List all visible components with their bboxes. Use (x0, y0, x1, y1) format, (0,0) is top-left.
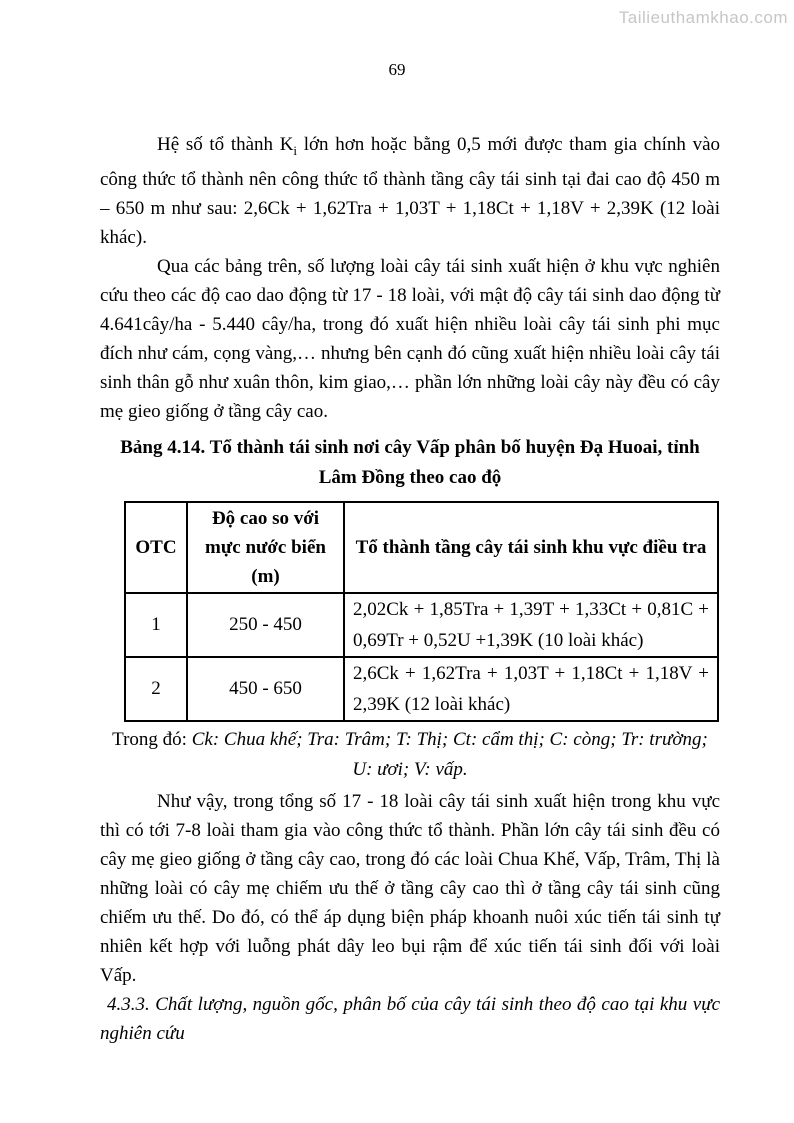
paragraph-text: lớn hơn hoặc bằng 0,5 mới được tham gia chính vào công thức tổ thành nên công thức tổ thành tầng cây tái sinh tại đai cao độ 450 m – 650 m như sau: 2,6Ck + 1,62Tra + 1,03T + 1,18Ct + 1,18V + 2,39K (12 loài khác). (100, 134, 720, 248)
table-footnote (100, 725, 720, 785)
header-formula: Tổ thành tầng cây tái sinh khu vực điều tra (344, 502, 718, 593)
paragraph-text: Hệ số tổ thành K (157, 134, 294, 155)
page-number: 69 (388, 60, 406, 79)
paragraph-coefficient-formula (100, 130, 720, 252)
paragraph-species-overview: Qua các bảng trên, số lượng loài cây tái sinh xuất hiện ở khu vực nghiên cứu theo các độ cao dao động từ 17 - 18 loài, với mật độ cây tái sinh dao động từ 4.641cây/ha - 5.440 cây/ha, trong đó xuất hiện nhiều loài cây tái sinh phi mục đích như cám, cọng vàng,… nhưng bên cạnh đó cũng xuất hiện nhiều loài cây tái sinh thân gỗ như xuân thôn, kim giao,… phần lớn những loài cây này đều có cây mẹ gieo giống ở tầng cây cao. (100, 255, 720, 422)
header-altitude: Độ cao so với mực nước biển (m) (187, 502, 344, 593)
header-otc: OTC (125, 502, 187, 593)
footnote-abbreviations: Ck: Chua khế; Tra: Trâm; T: Thị; Ct: cẩm thị; C: còng; Tr: trường; U: ươi; V: vấp. (191, 728, 708, 780)
table-row (125, 657, 718, 721)
cell-altitude-1: 250 - 450 (187, 593, 344, 657)
footnote-label: Trong đó: (112, 728, 192, 750)
section-heading-4-3-3: 4.3.3. Chất lượng, nguồn gốc, phân bố của cây tái sinh theo độ cao tại khu vực nghiên cứu (100, 993, 720, 1044)
cell-altitude-2: 450 - 650 (187, 657, 344, 721)
regeneration-table (124, 501, 719, 722)
paragraph-conclusion: Như vậy, trong tổng số 17 - 18 loài cây tái sinh xuất hiện trong khu vực thì có tới 7-8 loài tham gia vào công thức tổ thành. Phần lớn cây tái sinh đều có cây mẹ gieo giống ở tầng cây cao, trong đó các loài Chua Khế, Vấp, Trâm, Thị là những loài có cây mẹ chiếm ưu thế ở tầng cây cao thì ở tầng cây tái sinh cũng chiếm ưu thế. Do đó, có thể áp dụng biện pháp khoanh nuôi xúc tiến tái sinh tự nhiên kết hợp với luỗng phát dây leo bụi rậm để xúc tiến tái sinh đối với loài Vấp. (100, 790, 720, 986)
subscript-i: i (293, 142, 298, 158)
cell-otc-1: 1 (125, 593, 187, 657)
watermark: Tailieuthamkhao.com (618, 8, 788, 27)
table-caption: Bảng 4.14. Tổ thành tái sinh nơi cây Vấp phân bố huyện Đạ Huoai, tỉnh Lâm Đồng theo cao độ (120, 436, 700, 488)
cell-formula-1: 2,02Ck + 1,85Tra + 1,39T + 1,33Ct + 0,81C + 0,69Tr + 0,52U +1,39K (10 loài khác) (344, 593, 718, 657)
cell-formula-2: 2,6Ck + 1,62Tra + 1,03T + 1,18Ct + 1,18V + 2,39K (12 loài khác) (344, 657, 718, 721)
table-row (125, 593, 718, 657)
page-content (100, 130, 720, 1048)
cell-otc-2: 2 (125, 657, 187, 721)
table-header-row (125, 502, 718, 593)
